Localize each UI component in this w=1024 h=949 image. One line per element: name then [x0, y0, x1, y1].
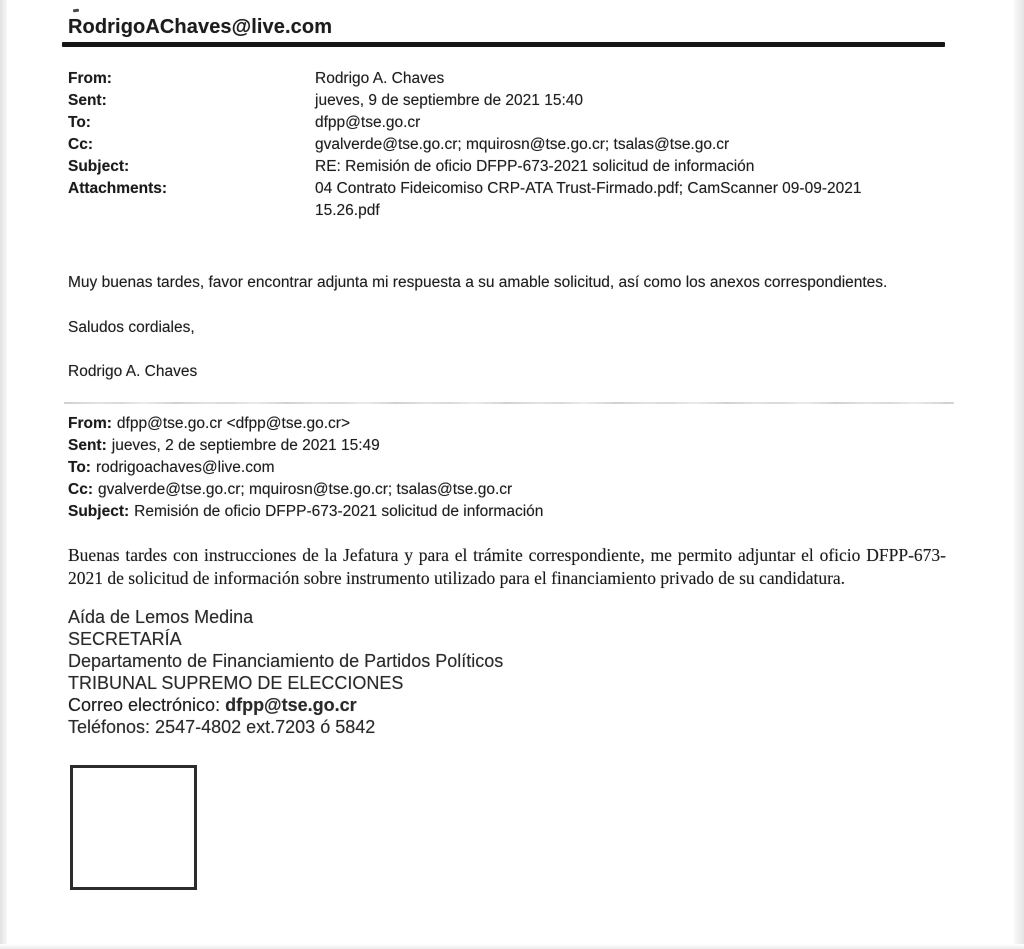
message-closing: Saludos cordiales, [68, 319, 195, 336]
quoted-value: Remisión de oficio DFPP-673-2021 solicitud de información [134, 503, 544, 520]
signature-organization: TRIBUNAL SUPREMO DE ELECCIONES [68, 673, 404, 693]
quoted-row-cc [68, 479, 952, 501]
header-value: gvalverde@tse.go.cr; mquirosn@tse.go.cr; tsalas@tse.go.cr [315, 136, 730, 153]
signature-email-address: dfpp@tse.go.cr [225, 695, 357, 715]
header-label: Attachments: [68, 180, 168, 197]
quoted-label: Sent: [68, 437, 107, 454]
signature-department: Departamento de Financiamiento de Partidos Políticos [68, 651, 504, 671]
message-sender-name: Rodrigo A. Chaves [68, 363, 198, 380]
scan-edge-bottom [0, 944, 1024, 949]
quoted-signature-block [68, 606, 952, 738]
quoted-value: rodrigoachaves@live.com [95, 459, 275, 476]
header-value-attachments: 04 Contrato Fideicomiso CRP-ATA Trust-Firmado.pdf; CamScanner 09-09-2021 15.26.pdf [315, 180, 862, 219]
header-label: From: [68, 70, 112, 87]
quoted-row-from [68, 413, 952, 435]
scan-edge-left [0, 0, 7, 949]
mailbox-title: RodrigoAChaves@live.com [68, 16, 333, 38]
quoted-value: dfpp@tse.go.cr <dfpp@tse.go.cr> [116, 415, 351, 432]
quoted-row-sent [68, 435, 952, 457]
quoted-label: To: [68, 459, 91, 476]
header-row-cc [68, 134, 952, 156]
header-value: Rodrigo A. Chaves [315, 70, 445, 87]
header-label: Subject: [68, 158, 130, 175]
quoted-label: From: [68, 415, 112, 432]
quoted-value: jueves, 2 de septiembre de 2021 15:49 [111, 437, 380, 454]
signature-email-label: Correo electrónico: [68, 695, 221, 715]
empty-signature-box [70, 765, 197, 890]
header-row-attachments [68, 178, 952, 222]
quoted-value: gvalverde@tse.go.cr; mquirosn@tse.go.cr; tsalas@tse.go.cr [97, 481, 513, 498]
title-rule [62, 42, 945, 47]
header-value: dfpp@tse.go.cr [315, 114, 421, 131]
quoted-row-to [68, 457, 952, 479]
header-value: RE: Remisión de oficio DFPP-673-2021 solicitud de información [315, 158, 755, 175]
signature-title: SECRETARÍA [68, 629, 182, 649]
quoted-label: Subject: [68, 503, 130, 520]
message-greeting: Muy buenas tardes, favor encontrar adjunta mi respuesta a su amable solicitud, así como los anexos correspondientes. [68, 274, 888, 291]
scan-ink-artifact [73, 9, 79, 13]
signature-name: Aída de Lemos Medina [68, 607, 254, 627]
quoted-label: Cc: [68, 481, 93, 498]
quoted-header-block [68, 413, 952, 523]
quoted-body-paragraph: Buenas tardes con instrucciones de la Jefatura y para el trámite correspondiente, me permito adjuntar el oficio DFPP-673-2021 de solicitud de información sobre instrumento utilizado para el financiamiento privado de su candidatura. [68, 545, 946, 588]
header-row-from [68, 68, 952, 90]
scan-edge-right [1014, 0, 1024, 949]
quoted-row-subject [68, 501, 952, 523]
header-row-subject [68, 156, 952, 178]
quoted-message-separator [64, 402, 954, 404]
header-value: jueves, 9 de septiembre de 2021 15:40 [315, 92, 583, 109]
signature-email-line [68, 694, 952, 716]
header-label: Cc: [68, 136, 93, 153]
email-header-table [68, 68, 952, 222]
header-row-to [68, 112, 952, 134]
header-label: Sent: [68, 92, 107, 109]
header-row-sent [68, 90, 952, 112]
header-label: To: [68, 114, 91, 131]
signature-phones: Teléfonos: 2547-4802 ext.7203 ó 5842 [68, 717, 376, 737]
